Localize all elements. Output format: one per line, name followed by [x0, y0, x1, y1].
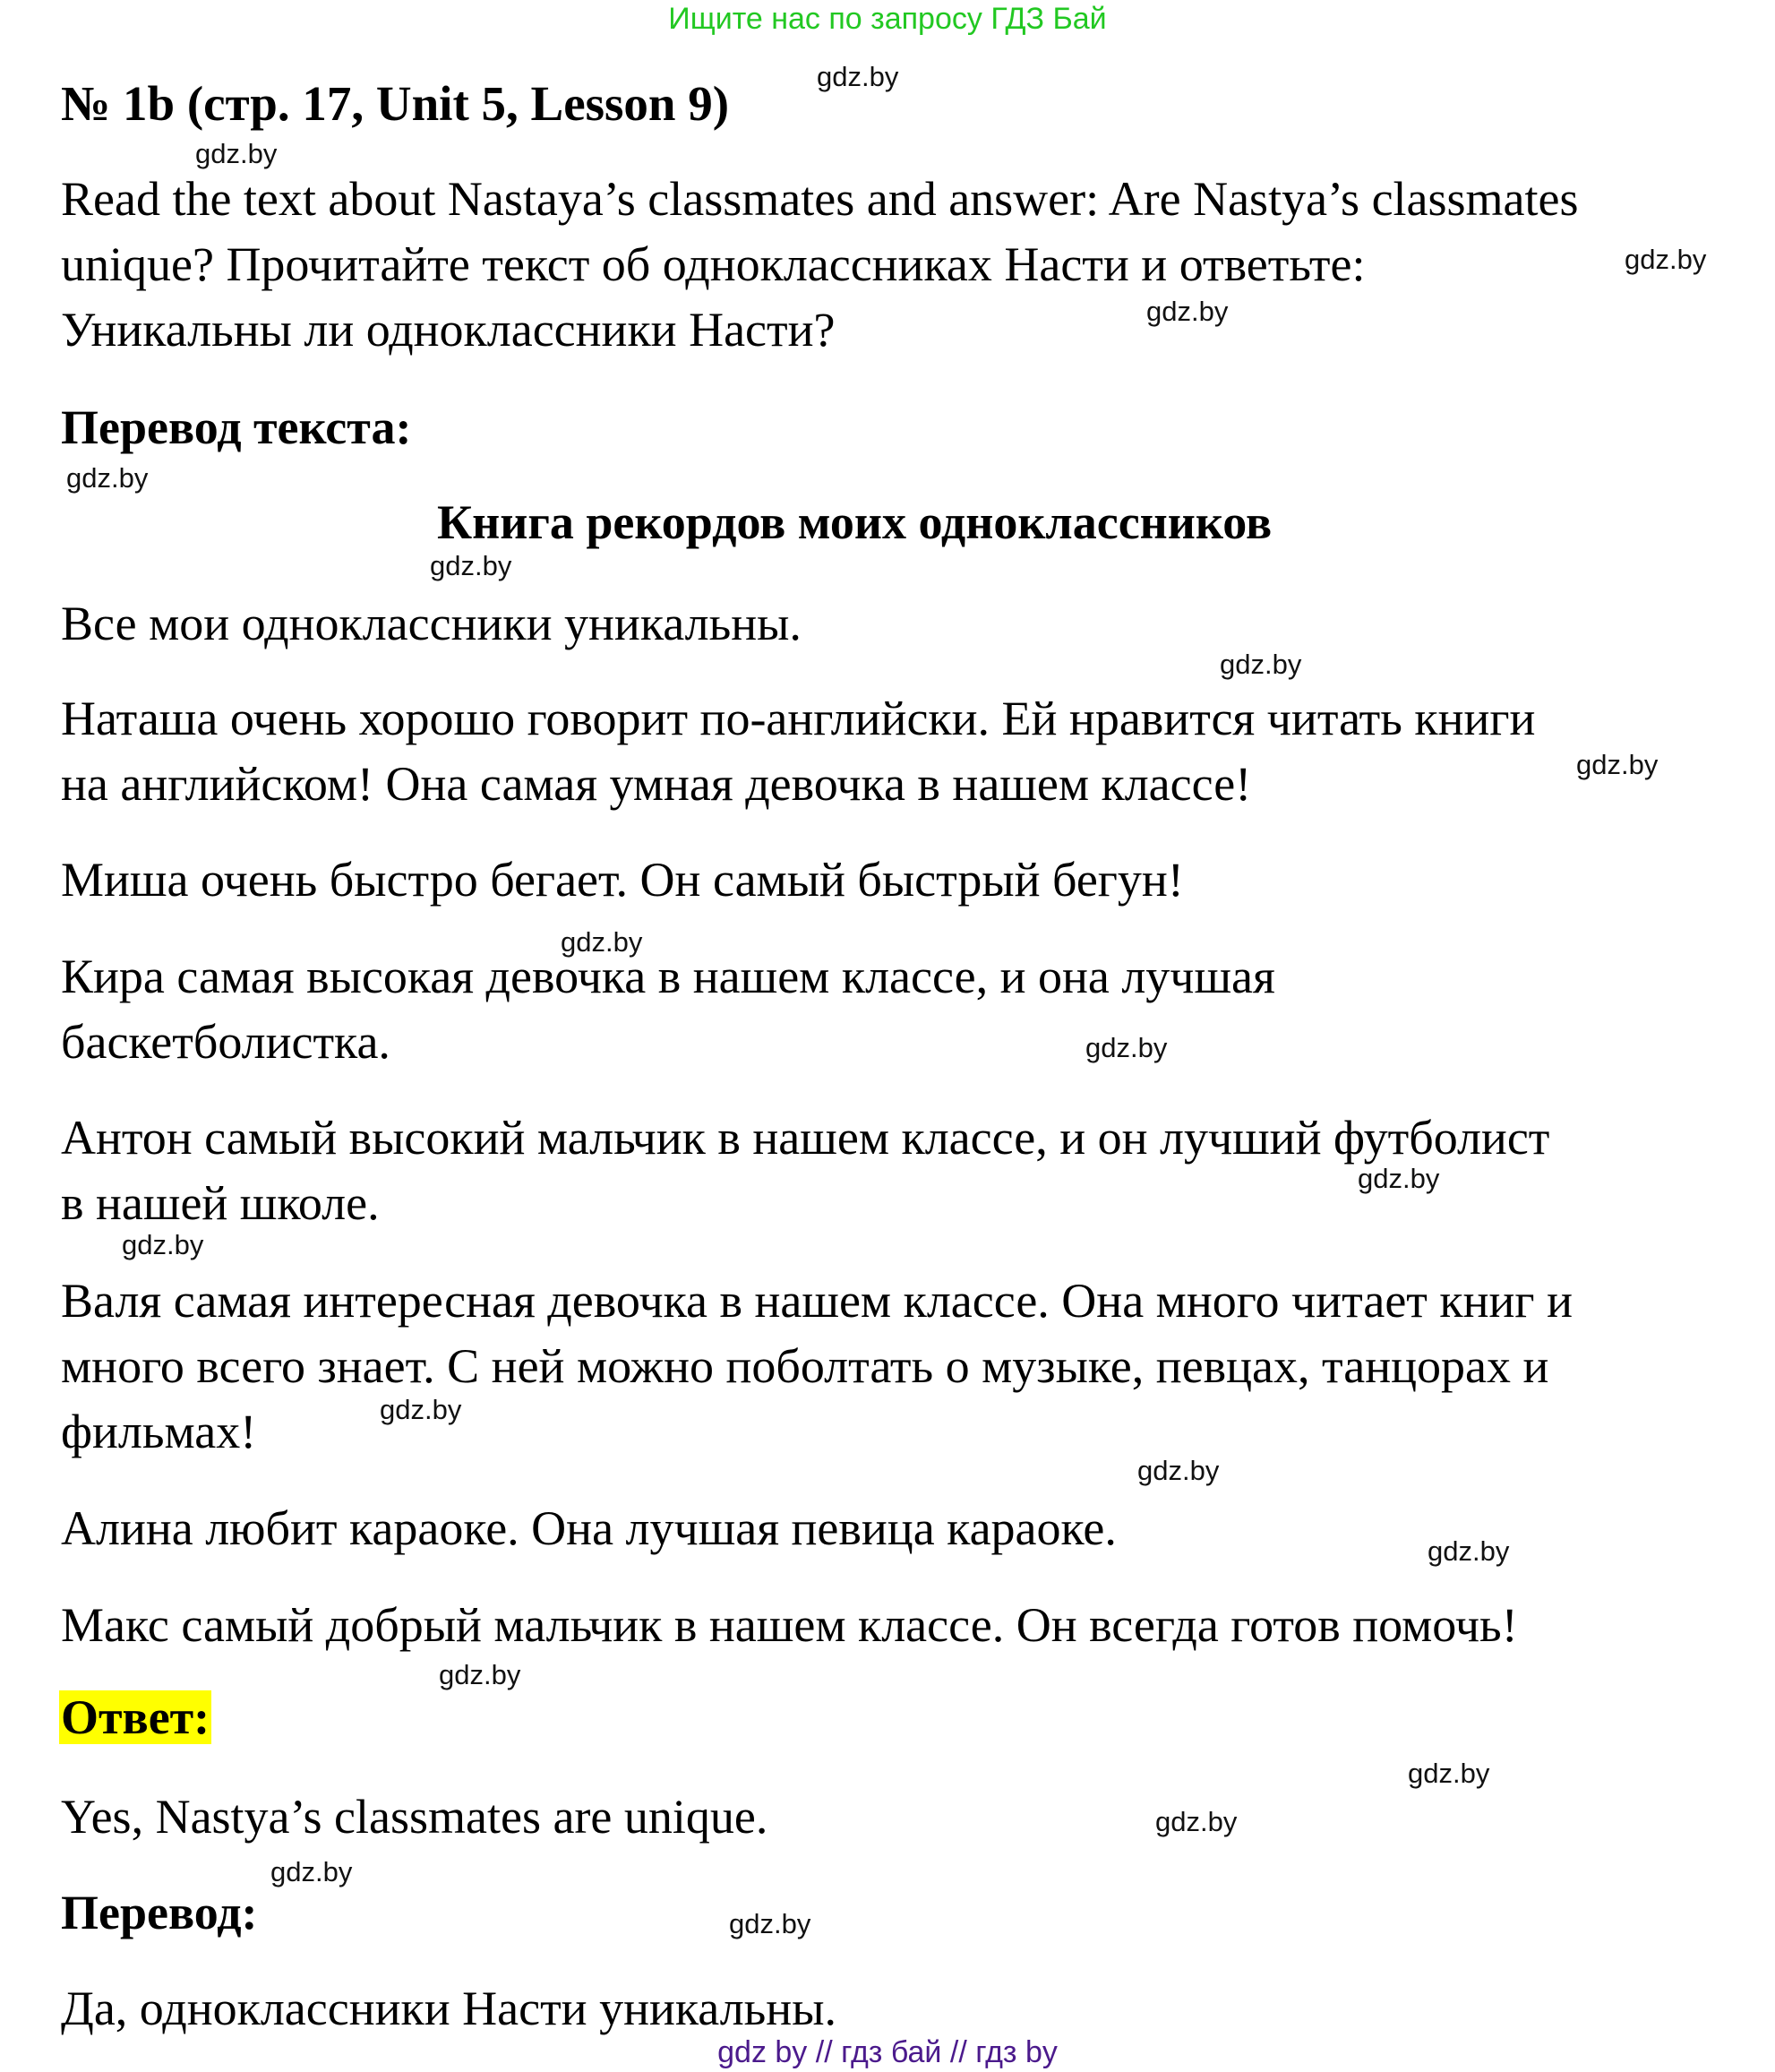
paragraph-line: Алина любит караоке. Она лучшая певица караоке.: [61, 1501, 1117, 1555]
paragraph-line: много всего знает. С ней можно поболтать о музыке, певцах, танцорах и: [61, 1339, 1549, 1393]
watermark: gdz.by: [1428, 1535, 1510, 1567]
watermark: gdz.by: [430, 550, 512, 581]
top-banner-link[interactable]: Ищите нас по запросу ГДЗ Бай: [668, 2, 1107, 36]
watermark: gdz.by: [1146, 296, 1229, 327]
watermark: gdz.by: [1408, 1758, 1490, 1789]
answer-heading: [59, 1689, 211, 1745]
task-line: Уникальны ли одноклассники Насти?: [61, 303, 836, 357]
task-line: Read the text about Nastaya’s classmates and answer: Are Nastya’s classmates: [61, 172, 1579, 226]
watermark: gdz.by: [66, 462, 149, 494]
task-line: unique? Прочитайте текст об одноклассниках Насти и ответьте:: [61, 237, 1366, 291]
paragraph-line: Антон самый высокий мальчик в нашем классе, и он лучший футболист: [61, 1111, 1550, 1165]
answer-text: Yes, Nastya’s classmates are unique.: [61, 1790, 768, 1844]
answer-label: Ответ:: [61, 1690, 210, 1744]
paragraph: [61, 591, 802, 657]
watermark: gdz.by: [1085, 1032, 1168, 1063]
task-instruction: [61, 167, 1579, 363]
paragraph: [61, 1496, 1117, 1561]
watermark: gdz.by: [270, 1856, 353, 1887]
paragraph: [61, 847, 1184, 913]
paragraph: [61, 686, 1535, 817]
watermark: gdz.by: [1625, 244, 1707, 275]
paragraph-line: Кира самая высокая девочка в нашем классе, и она лучшая: [61, 950, 1275, 1003]
paragraph-line: баскетболистка.: [61, 1015, 390, 1069]
watermark: gdz.by: [380, 1394, 462, 1425]
watermark: gdz.by: [1155, 1806, 1238, 1837]
watermark: gdz.by: [729, 1908, 811, 1939]
watermark: gdz.by: [195, 138, 278, 169]
answer-translation: Да, одноклассники Насти уникальны.: [61, 1982, 836, 2035]
watermark: gdz.by: [1358, 1163, 1440, 1194]
paragraph-line: Макс самый добрый мальчик в нашем классе. Он всегда готов помочь!: [61, 1598, 1518, 1652]
paragraph-line: фильмах!: [61, 1405, 257, 1458]
watermark: gdz.by: [439, 1659, 521, 1690]
watermark: gdz.by: [1576, 749, 1659, 780]
translation-heading: Перевод текста:: [61, 400, 412, 454]
answer-translation-heading: Перевод:: [61, 1886, 258, 1939]
text-title: Книга рекордов моих одноклассников: [437, 495, 1273, 549]
paragraph-line: Наташа очень хорошо говорит по-английски. Ей нравится читать книги: [61, 692, 1536, 745]
paragraph: [61, 1593, 1518, 1658]
watermark: gdz.by: [122, 1229, 204, 1260]
watermark: gdz.by: [561, 926, 643, 958]
footer-links[interactable]: gdz by // гдз бай // гдз by: [717, 2035, 1058, 2069]
watermark: gdz.by: [817, 61, 899, 92]
paragraph-line: на английском! Она самая умная девочка в нашем классе!: [61, 757, 1252, 811]
page-title: № 1b (стр. 17, Unit 5, Lesson 9): [61, 76, 730, 131]
paragraph-line: Миша очень быстро бегает. Он самый быстрый бегун!: [61, 853, 1184, 907]
paragraph-line: Валя самая интересная девочка в нашем классе. Она много читает книг и: [61, 1274, 1573, 1328]
paragraph-line: Все мои одноклассники уникальны.: [61, 597, 802, 650]
paragraph-line: в нашей школе.: [61, 1176, 380, 1230]
watermark: gdz.by: [1137, 1455, 1220, 1486]
paragraph: [61, 1105, 1549, 1236]
watermark: gdz.by: [1220, 649, 1302, 680]
paragraph: [61, 1268, 1573, 1465]
